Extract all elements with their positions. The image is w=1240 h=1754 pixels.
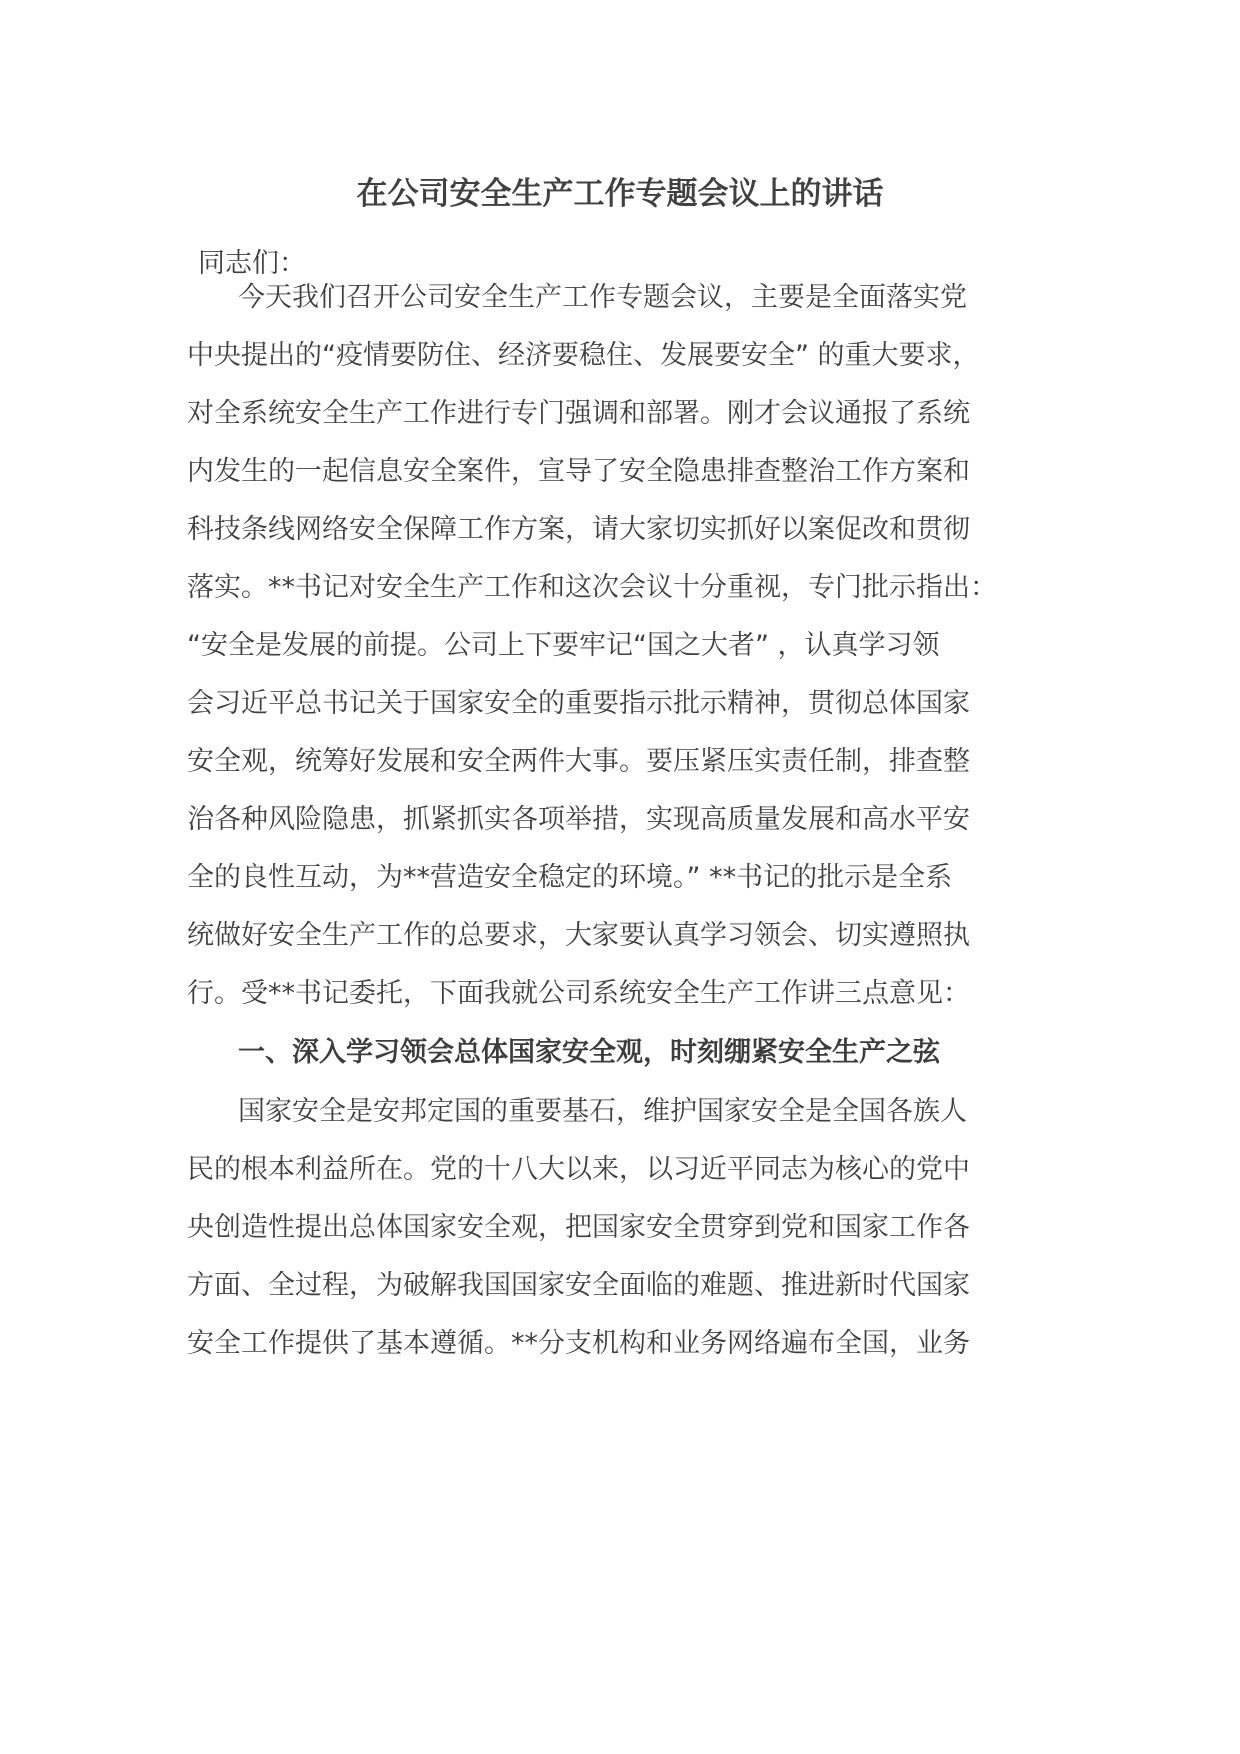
paragraph-line: 科技条线网络安全保障工作方案，请大家切实抓好以案促改和贯彻 <box>187 514 970 545</box>
salutation: 同志们： <box>198 248 306 279</box>
section-heading-1: 一、深入学习领会总体国家安全观，时刻绷紧安全生产之弦 <box>238 1037 940 1068</box>
paragraph-line: 国家安全是安邦定国的重要基石，维护国家安全是全国各族人 <box>238 1096 967 1127</box>
paragraph-line: 今天我们召开公司安全生产工作专题会议，主要是全面落实党 <box>238 282 967 313</box>
paragraph-line: 安全工作提供了基本遵循。**分支机构和业务网络遍布全国，业务 <box>187 1328 970 1359</box>
paragraph-line: 落实。**书记对安全生产工作和这次会议十分重视，专门批示指出： <box>187 572 997 603</box>
paragraph-line: 行。受**书记委托，下面我就公司系统安全生产工作讲三点意见： <box>187 978 970 1009</box>
paragraph-line: 治各种风险隐患，抓紧抓实各项举措，实现高质量发展和高水平安 <box>187 804 970 835</box>
paragraph-line: 内发生的一起信息安全案件，宣导了安全隐患排查整治工作方案和 <box>187 456 970 487</box>
paragraph-line: 民的根本利益所在。党的十八大以来，以习近平同志为核心的党中 <box>187 1154 970 1185</box>
paragraph-line: 对全系统安全生产工作进行专门强调和部署。刚才会议通报了系统 <box>187 398 970 429</box>
paragraph-line: 全的良性互动，为**营造安全稳定的环境。” **书记的批示是全系 <box>187 862 953 893</box>
paragraph-line: 中央提出的“疫情要防住、经济要稳住、发展要安全” 的重大要求， <box>187 340 980 371</box>
paragraph-line: 央创造性提出总体国家安全观，把国家安全贯穿到党和国家工作各 <box>187 1212 970 1243</box>
paragraph-line: 方面、全过程，为破解我国国家安全面临的难题、推进新时代国家 <box>187 1270 970 1301</box>
paragraph-line: 统做好安全生产工作的总要求，大家要认真学习领会、切实遵照执 <box>187 920 970 951</box>
document-title: 在公司安全生产工作专题会议上的讲话 <box>356 176 884 212</box>
paragraph-line: 会习近平总书记关于国家安全的重要指示批示精神，贯彻总体国家 <box>187 688 970 719</box>
paragraph-line: “安全是发展的前提。公司上下要牢记“国之大者” ，认真学习领 <box>187 630 940 661</box>
paragraph-line: 安全观，统筹好发展和安全两件大事。要压紧压实责任制，排查整 <box>187 746 970 777</box>
